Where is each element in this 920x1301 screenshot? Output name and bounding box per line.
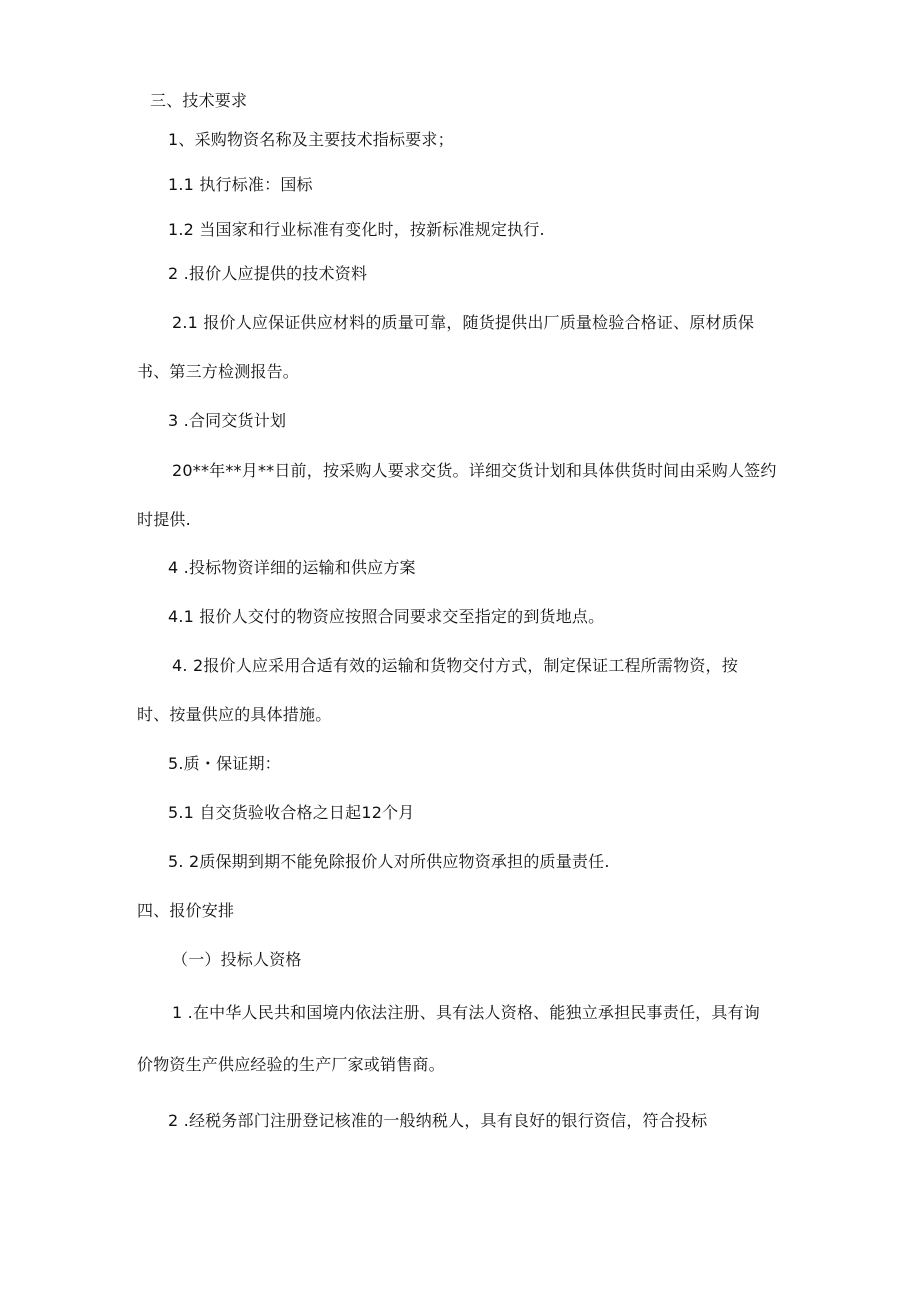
paragraph-line: 3 .合同交货计划 (168, 411, 287, 430)
subsection-heading: （一）投标人资格 (172, 950, 302, 969)
section-heading-technical: 三、技术要求 (150, 91, 248, 110)
paragraph-line: 2 .报价人应提供的技术资料 (168, 264, 368, 283)
paragraph-line: 1.2 当国家和行业标准有变化时，按新标准规定执行. (168, 220, 545, 239)
paragraph-line: 1.1 执行标准：国标 (168, 175, 313, 194)
paragraph-line: 时提供. (137, 510, 191, 529)
paragraph-line: 4.1 报价人交付的物资应按照合同要求交至指定的到货地点。 (168, 607, 605, 626)
section-heading-quotation: 四、报价安排 (137, 901, 235, 920)
paragraph-line: 5.1 自交货验收合格之日起12个月 (168, 803, 415, 822)
paragraph-line: 书、第三方检测报告。 (137, 362, 300, 381)
paragraph-line: 5. 2质保期到期不能免除报价人对所供应物资承担的质量责任. (168, 852, 610, 871)
paragraph-line: 价物资生产供应经验的生产厂家或销售商。 (137, 1055, 445, 1074)
paragraph-line: 1 .在中华人民共和国境内依法注册、具有法人资格、能独立承担民事责任，具有询 (172, 1003, 760, 1022)
paragraph-line: 1、采购物资名称及主要技术指标要求； (168, 130, 454, 149)
paragraph-line: 5.质・保证期： (168, 754, 281, 773)
paragraph-line: 2 .经税务部门注册登记核准的一般纳税人，具有良好的银行资信，符合投标 (168, 1111, 708, 1130)
paragraph-line: 时、按量供应的具体措施。 (137, 705, 332, 724)
paragraph-line: 20**年**月**日前，按采购人要求交货。详细交货计划和具体供货时间由采购人签约 (172, 461, 777, 480)
paragraph-line: 2.1 报价人应保证供应材料的质量可靠，随货提供出厂质量检验合格证、原材质保 (172, 313, 755, 332)
paragraph-line: 4. 2报价人应采用合适有效的运输和货物交付方式，制定保证工程所需物资，按 (172, 656, 738, 675)
paragraph-line: 4 .投标物资详细的运输和供应方案 (168, 558, 416, 577)
